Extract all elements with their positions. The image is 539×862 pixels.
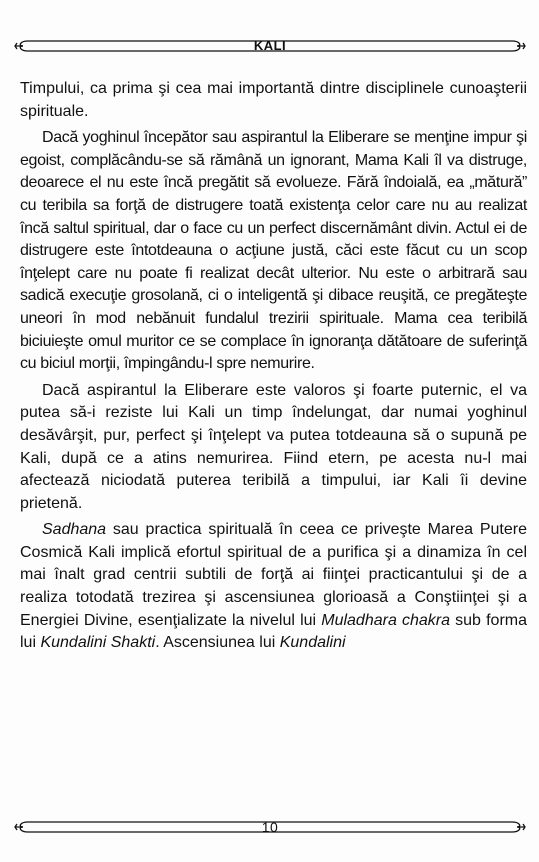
paragraph bbox=[20, 380, 527, 516]
paragraph bbox=[20, 127, 527, 376]
text-run: Dacă yoghinul începător sau aspirantul la Eliberare se menţine impur şi egoist, complăcându-se să rămână un ignorant, Mama Kali îl va distruge, deoarece el nu este încă pregătit să evolueze. Fără îndoială, ea „mătură” cu teribila sa forţă de distrugere toată existenţa celor care nu au realizat încă saltul spiritual, dar o face cu un perfect discernământ divin. Actul ei de distrugere este întotdeauna o acţiune justă, căci este făcut cu un scop înţelept care nu poate fi realizat decât ulterior. Nu este o arbitrară sau sadică execuţie grosolană, ci o inteligentă şi dibace reuşită, ce pregăteşte uneori în mod nebănuit fundalul trezirii spirituale. Mama cea teribilă biciuieşte omul muritor ce se complace în ignoranţa dătătoare de suferinţă cu biciul morţii, împingându-l spre nemurire. bbox=[20, 129, 527, 373]
text-run: sub forma lui bbox=[20, 611, 527, 652]
running-header bbox=[14, 36, 526, 56]
italic-term: Kundalini Shakti bbox=[40, 634, 156, 652]
page-number: 10 bbox=[261, 819, 279, 835]
text-run: sau practica spirituală în ceea ce priveşte Marea Putere Cosmică Kali implică efortul spiritual de a purifica şi a dinamiza în cel mai înalt grad centrii subtili de forţă ai fiinţei practicantului şi de a realiza totodată trezirea şi ascensiunea glorioasă a Conştiinţei şi a Energiei Divine, esenţializate la nivelul lui bbox=[20, 521, 527, 629]
text-run: Dacă aspirantul la Eliberare este valoros şi foarte puternic, el va putea să-i reziste lui Kali un timp îndelungat, dar numai yoghinul desăvârşit, pur, perfect şi înţelept va putea totdeauna să o supună pe Kali, după ce a atins nemurirea. Fiind etern, pe acesta nu-l mai afectează niciodată puterea teribilă a timpului, iar Kali îi devine prietenă. bbox=[20, 381, 527, 512]
body-text bbox=[20, 78, 527, 659]
italic-term: Sadhana bbox=[42, 521, 107, 539]
running-footer bbox=[14, 817, 526, 837]
paragraph bbox=[20, 78, 527, 123]
page-header-title: KALI bbox=[253, 38, 287, 53]
italic-term: Kundalini bbox=[279, 634, 346, 652]
text-run: . Ascensiunea lui bbox=[155, 634, 280, 652]
paragraph bbox=[20, 519, 527, 655]
italic-term: Muladhara chakra bbox=[321, 611, 451, 629]
text-run: Timpului, ca prima şi cea mai importantă dintre disciplinele cunoaşterii spirituale. bbox=[20, 80, 527, 120]
